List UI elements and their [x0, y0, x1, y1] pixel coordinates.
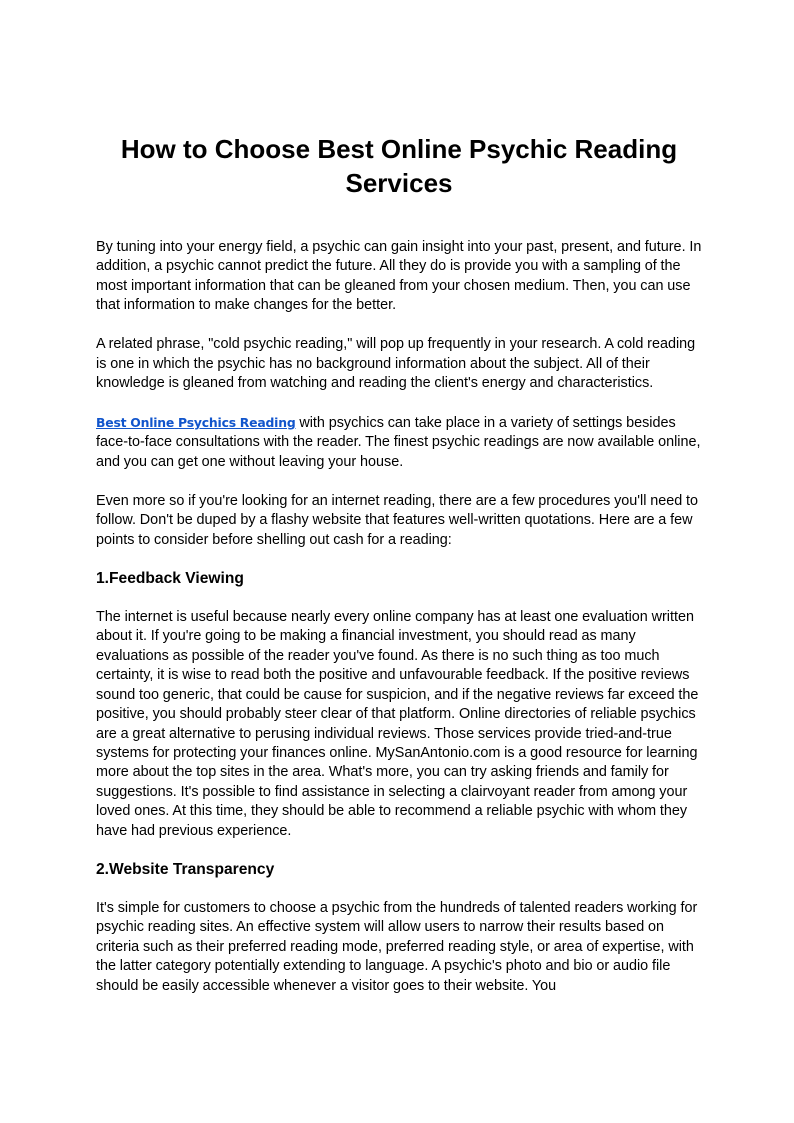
- paragraph-transparency: It's simple for customers to choose a psychic from the hundreds of talented readers working for psychic reading sites. An effective system will allow users to narrow their results based on criteria such as their preferred reading mode, preferred reading style, or area of expertise, with the latter category potentially extending to language. A psychic's photo and bio or audio file should be easily accessible whenever a visitor goes to their website. You: [96, 899, 698, 994]
- document-title: [86, 132, 712, 200]
- paragraph-procedures: Even more so if you're looking for an internet reading, there are a few procedures you'll need to follow. Don't be duped by a flashy website that features well-written quotations. Here are a few points to consider before shelling out cash for a reading:: [96, 492, 699, 548]
- heading-feedback-viewing: 1.Feedback Viewing: [96, 570, 244, 588]
- document-page: [96, 132, 702, 996]
- paragraph-online-readings-text: with psychics can take place in a variety of settings besides face-to-face consultations with the reader. The finest psychic readings are now available online, and you can get one without leaving your house.: [96, 415, 701, 470]
- title-line-1: How to Choose Best Online Psychic Reading: [120, 134, 678, 164]
- heading-website-transparency: 2.Website Transparency: [96, 860, 275, 878]
- paragraph-online-readings: [96, 413, 702, 472]
- best-online-psychics-link[interactable]: Best Online Psychics Reading: [96, 415, 296, 431]
- paragraph-cold-reading: A related phrase, "cold psychic reading," will pop up frequently in your research. A cold reading is one in which the psychic has no background information about the subject. All of their knowledge is gleaned from watching and reading the client's energy and characteristics.: [96, 336, 696, 392]
- paragraph-feedback: The internet is useful because nearly every online company has at least one evaluation written about it. If you're going to be making a financial investment, you should read as many evaluations as possible of the reader you've found. As there is no such thing as too much certainty, it is wise to read both the positive and unfavourable feedback. If the positive reviews sound too generic, that could be cause for suspicion, and if the negative reviews far exceed the positive, you should probably steer clear of that platform. Online directories of reliable psychics are a great alternative to perusing individual reviews. Those services provide tried-and-true systems for protecting your finances online. MySanAntonio.com is a good resource for learning more about the top sites in the area. What's more, you can try asking friends and family for suggestions. It's possible to find assistance in selecting a clairvoyant reader from among your loved ones. At this time, they should be able to recommend a reliable psychic with whom they have had previous experience.: [96, 609, 699, 839]
- paragraph-intro: By tuning into your energy field, a psychic can gain insight into your past, present, and future. In addition, a psychic cannot predict the future. All they do is provide you with a sampling of the most important information that can be gleaned from your chosen medium. Then, you can use that information to make changes for the better.: [96, 239, 702, 314]
- title-line-2: Services: [345, 168, 453, 198]
